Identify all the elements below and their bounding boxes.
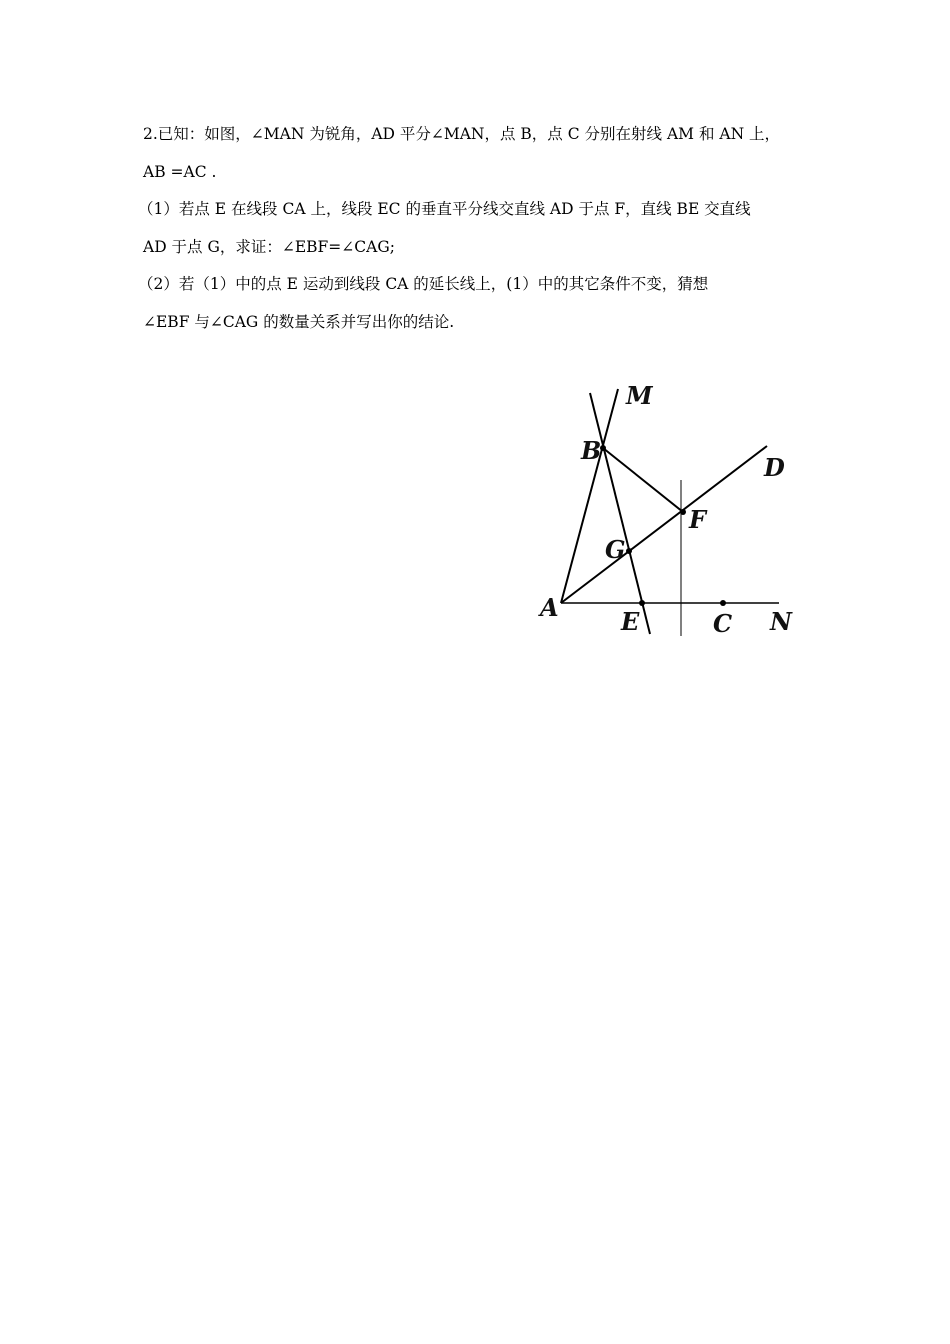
label-e: E: [621, 607, 640, 636]
point-f: [680, 509, 686, 515]
line-be: [590, 393, 650, 634]
problem-line-5: （2）若（1）中的点 E 运动到线段 CA 的延长线上，(1）中的其它条件不变，猜想: [138, 275, 709, 293]
problem-line-4: AD 于点 G，求证：∠EBF=∠CAG;: [143, 238, 395, 256]
label-c: C: [713, 609, 733, 638]
problem-line-1: 2.已知：如图，∠MAN 为锐角，AD 平分∠MAN，点 B，点 C 分别在射线 AM 和 AN 上，: [143, 125, 781, 143]
label-m: M: [626, 381, 653, 410]
segment-bf: [603, 448, 683, 512]
label-f: F: [689, 505, 707, 534]
problem-line-2: AB =AC .: [143, 163, 217, 181]
point-e: [639, 600, 645, 606]
label-g: G: [605, 535, 626, 564]
problem-line-6: ∠EBF 与∠CAG 的数量关系并写出你的结论.: [143, 313, 455, 331]
point-c: [720, 600, 726, 606]
ray-ad: [561, 446, 767, 603]
label-b: B: [581, 436, 602, 465]
point-g: [626, 548, 632, 554]
label-d: D: [764, 453, 785, 482]
label-a: A: [540, 593, 559, 622]
problem-line-3: （1）若点 E 在线段 CA 上，线段 EC 的垂直平分线交直线 AD 于点 F，直线 BE 交直线: [138, 200, 751, 218]
label-n: N: [770, 607, 792, 636]
ray-am: [561, 389, 618, 603]
